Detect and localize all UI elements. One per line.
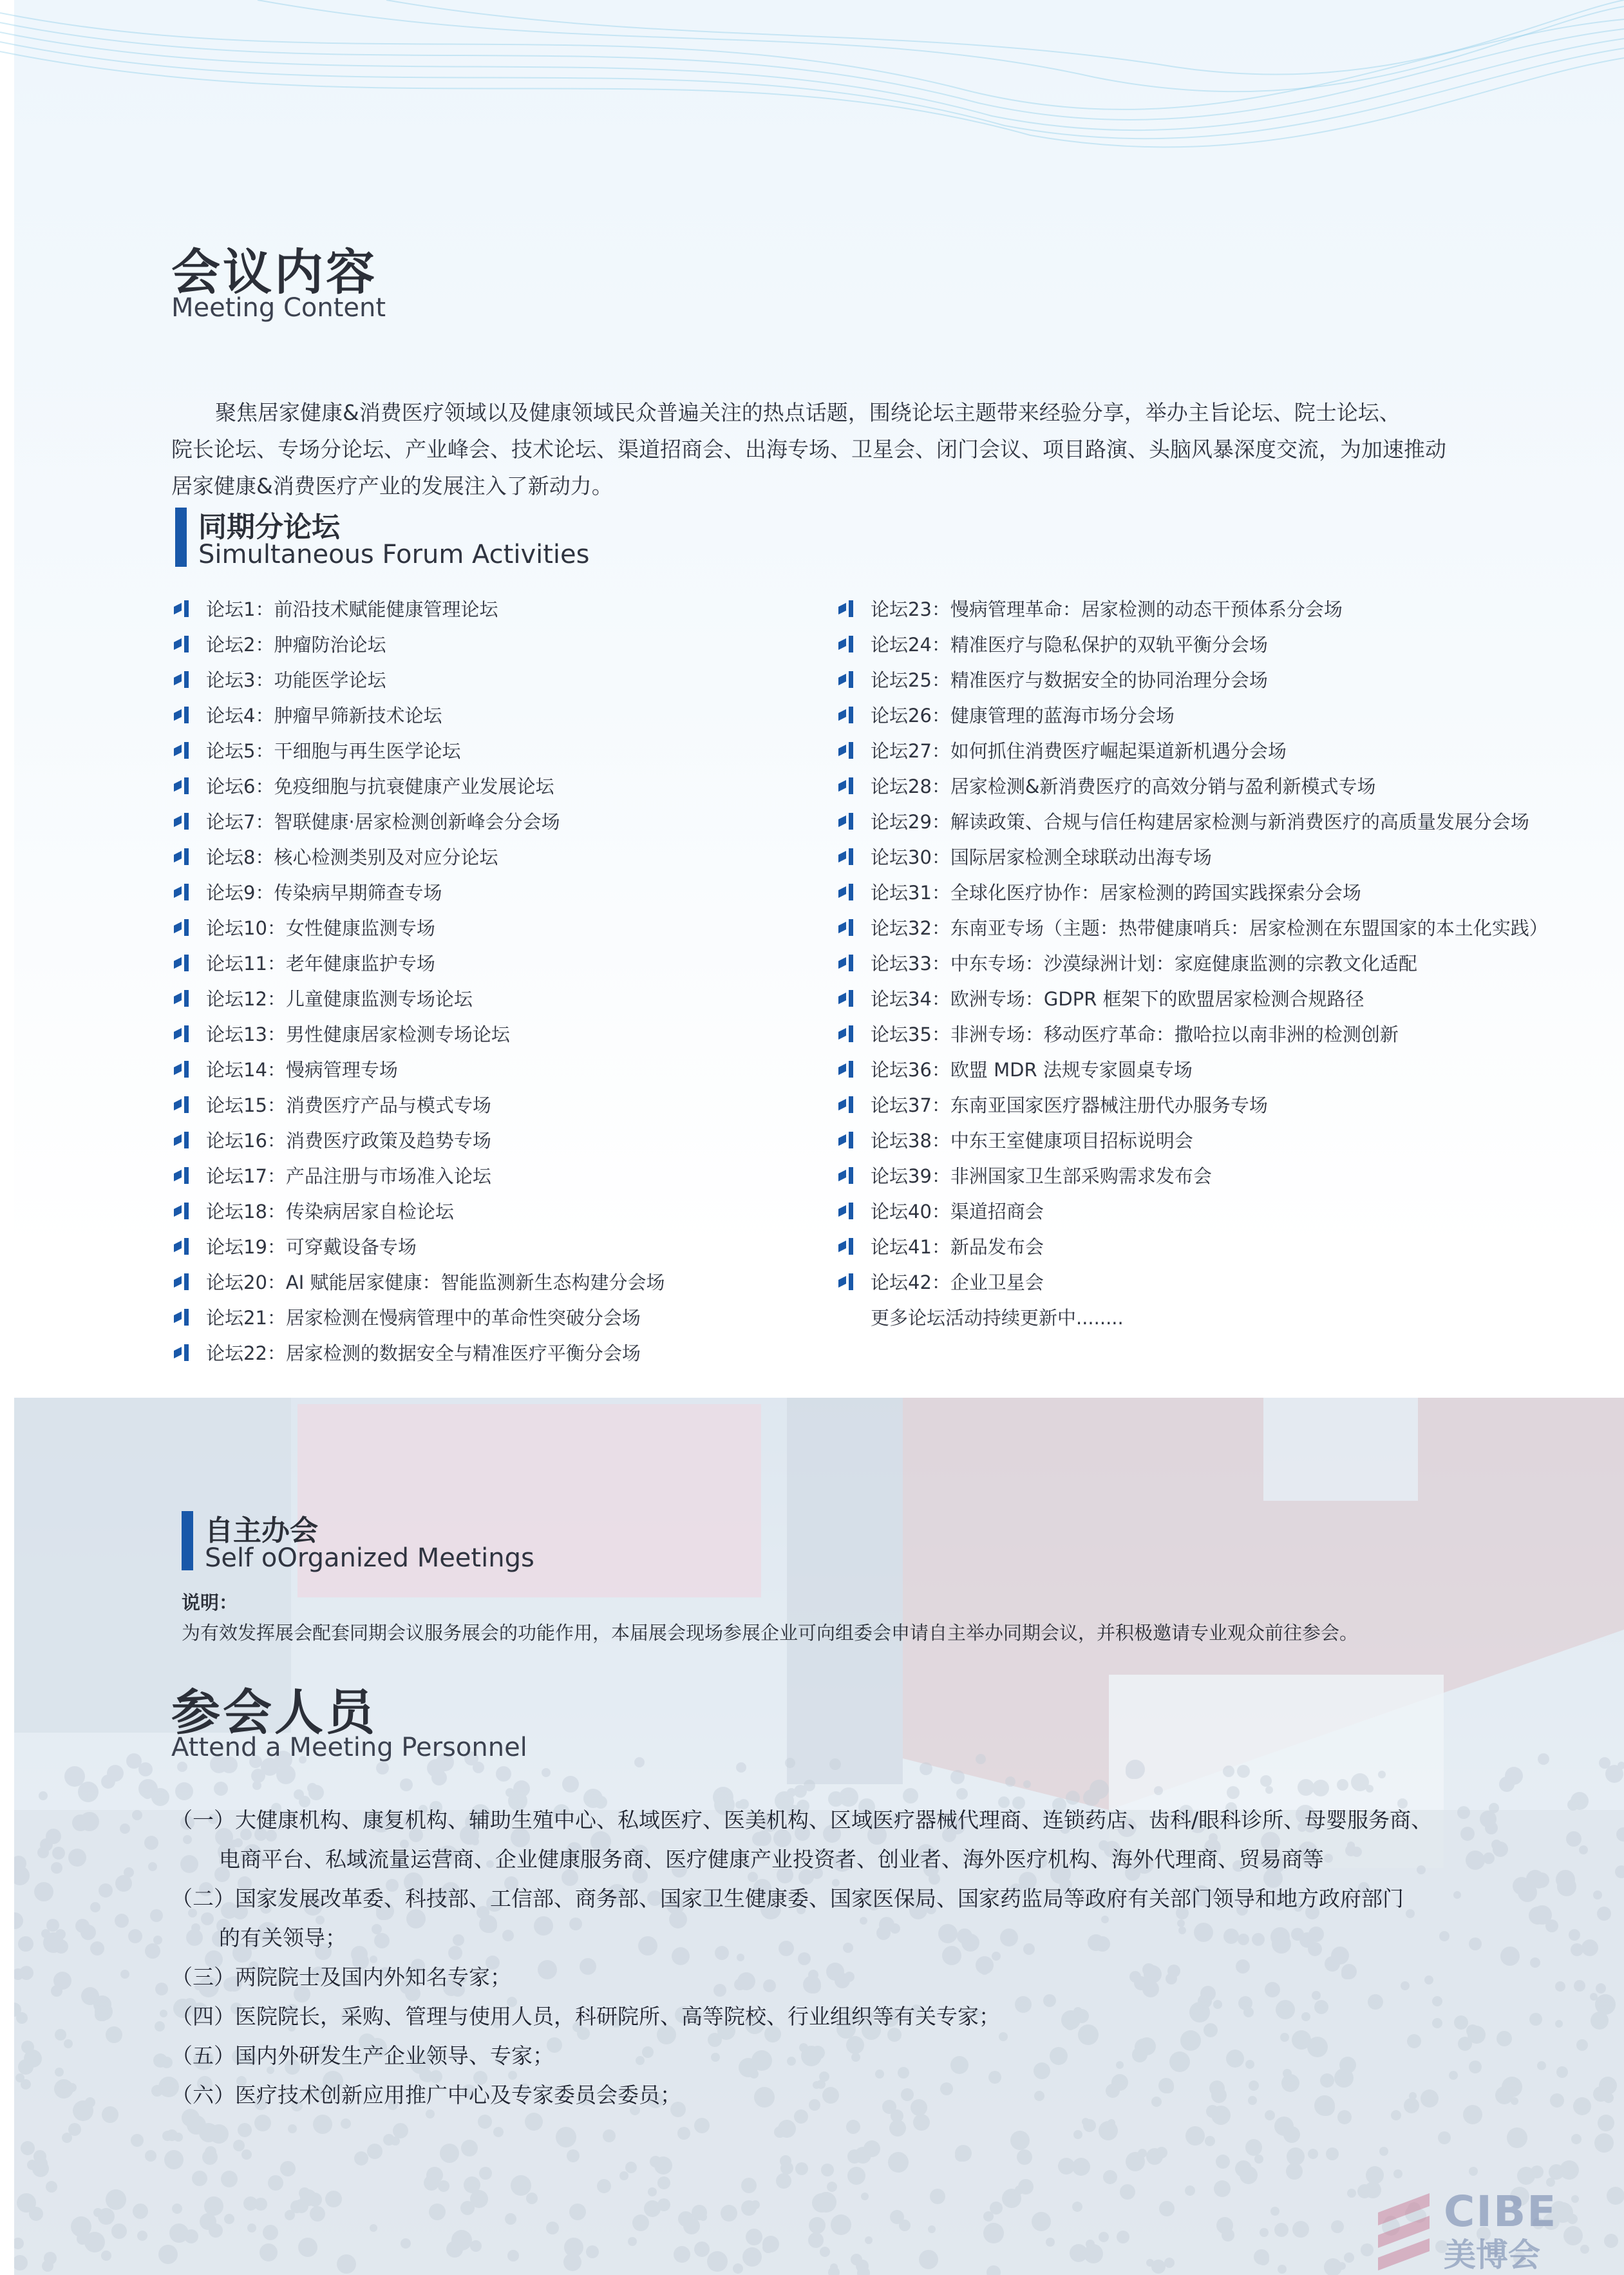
flag-bullet-icon [837,848,854,865]
forum-item [837,803,1548,839]
forum-item-label: 论坛12：儿童健康监测专场论坛 [206,988,473,1010]
flag-bullet-icon [837,884,854,900]
flag-bullet-icon [173,884,189,900]
attendees-title: 参会人员 [171,1684,377,1741]
forum-item-label: 论坛6：免疫细胞与抗衰健康产业发展论坛 [206,776,554,797]
flag-bullet-icon [837,1132,854,1148]
flag-bullet-icon [173,1309,189,1326]
self-organized-title: 自主办会 [205,1514,318,1547]
flag-bullet-icon [173,1238,189,1255]
flag-bullet-icon [173,742,189,759]
flag-bullet-icon [837,742,854,759]
note-text: 为有效发挥展会配套同期会议服务展会的功能作用，本届展会现场参展企业可向组委会申请自主举办同期会议，并积极邀请专业观众前往参会。 [182,1622,1359,1644]
flag-bullet-icon [173,1132,189,1148]
forum-item-label: 论坛20：AI 赋能居家健康：智能监测新生态构建分会场 [206,1271,665,1293]
forum-item [837,662,1548,697]
forum-item [837,1016,1548,1051]
forum-item [173,1157,665,1193]
flag-bullet-icon [837,777,854,794]
forum-item [837,945,1548,980]
forum-item [173,1051,665,1087]
forum-item [837,909,1548,945]
forum-item-label: 论坛34：欧洲专场：GDPR 框架下的欧盟居家检测合规路径 [871,988,1364,1010]
flag-bullet-icon [837,600,854,617]
forum-item-label: 论坛4：肿瘤早筛新技术论坛 [206,705,442,727]
intro-line: 院长论坛、专场分论坛、产业峰会、技术论坛、渠道招商会、出海专场、卫星会、闭门会议、项目路演、头脑风暴深度交流，为加速推动 [171,437,1446,462]
forum-item [173,1193,665,1228]
flag-bullet-icon [837,1238,854,1255]
forum-item-label: 论坛29：解读政策、合规与信任构建居家检测与新消费医疗的高质量发展分会场 [871,811,1529,833]
forum-item-label: 论坛40：渠道招商会 [871,1201,1044,1223]
logo-text-en: CIBE [1444,2187,1558,2236]
self-organized-subtitle: Self oOrganized Meetings [205,1543,534,1573]
forum-item [173,697,665,732]
forum-item [173,732,665,768]
forum-item-label: 论坛10：女性健康监测专场 [206,917,435,939]
forum-item-label: 论坛9：传染病早期筛查专场 [206,882,442,904]
attendees-subtitle: Attend a Meeting Personnel [171,1733,527,1762]
flag-bullet-icon [173,1061,189,1078]
forum-item-label: 论坛25：精准医疗与数据安全的协同治理分会场 [871,669,1268,691]
forum-item-label: 论坛17：产品注册与市场准入论坛 [206,1165,491,1187]
meeting-content-subtitle: Meeting Content [171,293,386,323]
forum-item [173,909,665,945]
flag-bullet-icon [837,1167,854,1184]
flag-bullet-icon [837,1025,854,1042]
flag-bullet-icon [837,990,854,1007]
forum-item [173,768,665,803]
forum-item [837,1228,1548,1264]
forum-item [837,1051,1548,1087]
forum-item-label: 论坛15：消费医疗产品与模式专场 [206,1094,491,1116]
forum-item [173,1335,665,1370]
attendee-line: （四）医院院长，采购、管理与使用人员，科研院所、高等院校、行业组织等有关专家； [171,2004,1000,2029]
flag-bullet-icon [837,671,854,688]
flag-bullet-icon [173,671,189,688]
flag-bullet-icon [173,813,189,830]
forum-item-label: 论坛13：男性健康居家检测专场论坛 [206,1023,510,1045]
forum-item [173,1122,665,1157]
forum-more-note: 更多论坛活动持续更新中........ [871,1307,1124,1329]
flag-bullet-icon [173,955,189,971]
meeting-content-intro [171,394,1453,504]
logo-mark-icon [1372,2187,1436,2270]
attendee-line: 电商平台、私域流量运营商、企业健康服务商、医疗健康产业投资者、创业者、海外医疗机构、海外代理商、贸易商等 [219,1847,1324,1872]
flag-bullet-icon [173,1273,189,1290]
forum-item-label: 论坛2：肿瘤防治论坛 [206,634,386,656]
forum-item-label: 论坛42：企业卫星会 [871,1271,1044,1293]
forum-item [173,874,665,909]
forum-item-label: 论坛8：核心检测类别及对应分论坛 [206,846,498,868]
flag-bullet-icon [173,707,189,723]
forum-item [837,1264,1548,1299]
forum-item [837,732,1548,768]
left-margin-strip [0,0,14,1398]
forum-item-label: 论坛37：东南亚国家医疗器械注册代办服务专场 [871,1094,1268,1116]
forum-item [173,662,665,697]
forum-item [837,1087,1548,1122]
forum-item [173,1228,665,1264]
forum-item [837,1122,1548,1157]
forum-item [837,874,1548,909]
forum-item-label: 论坛26：健康管理的蓝海市场分会场 [871,705,1175,727]
intro-line: 聚焦居家健康&消费医疗领域以及健康领域民众普遍关注的热点话题，围绕论坛主题带来经验分享，举办主旨论坛、院士论坛、 [215,400,1401,425]
flag-bullet-icon [173,777,189,794]
forum-item-label: 论坛14：慢病管理专场 [206,1059,398,1081]
attendee-line: （六）医疗技术创新应用推广中心及专家委员会委员； [171,2082,681,2108]
forum-item-label: 论坛28：居家检测&新消费医疗的高效分销与盈利新模式专场 [871,776,1376,797]
forum-item [837,697,1548,732]
forum-item-label: 论坛36：欧盟 MDR 法规专家圆桌专场 [871,1059,1193,1081]
flag-bullet-icon [173,919,189,936]
forum-item-label: 论坛31：全球化医疗协作：居家检测的跨国实践探索分会场 [871,882,1361,904]
forum-item [173,945,665,980]
forum-item [837,591,1548,626]
forum-item [173,626,665,662]
logo-text-zh: 美博会 [1444,2236,1540,2274]
section-accent-bar [175,508,187,567]
forum-item-label: 论坛39：非洲国家卫生部采购需求发布会 [871,1165,1212,1187]
forum-item-label: 论坛7：智联健康·居家检测创新峰会分会场 [206,811,560,833]
forum-item [173,1016,665,1051]
cibe-logo [1372,2187,1584,2274]
forum-item [173,1299,665,1335]
flag-bullet-icon [837,919,854,936]
decorative-waves [0,0,1624,193]
forum-item [837,980,1548,1016]
forum-item [837,626,1548,662]
forum-item-label: 论坛23：慢病管理革命：居家检测的动态干预体系分会场 [871,598,1343,620]
flag-bullet-icon [837,636,854,652]
forum-item [173,1264,665,1299]
flag-bullet-icon [173,600,189,617]
forum-item [837,1193,1548,1228]
forum-item [837,768,1548,803]
attendees-list [171,1800,1432,2115]
forum-item-label: 论坛30：国际居家检测全球联动出海专场 [871,846,1212,868]
attendee-line: （三）两院院士及国内外知名专家； [171,1965,511,1990]
flag-bullet-icon [173,990,189,1007]
forum-item [173,1087,665,1122]
forum-item-label: 论坛19：可穿戴设备专场 [206,1236,417,1258]
flag-bullet-icon [173,636,189,652]
forum-item-label: 论坛18：传染病居家自检论坛 [206,1201,454,1223]
forum-item-label: 论坛5：干细胞与再生医学论坛 [206,740,461,762]
forum-item-label: 论坛24：精准医疗与隐私保护的双轨平衡分会场 [871,634,1268,656]
flag-bullet-icon [173,1096,189,1113]
flag-bullet-icon [837,1096,854,1113]
flag-bullet-icon [173,1203,189,1219]
flag-bullet-icon [173,1025,189,1042]
intro-line: 居家健康&消费医疗产业的发展注入了新动力。 [171,473,613,499]
forum-item [837,839,1548,874]
forum-list-left [173,591,665,1370]
flag-bullet-icon [837,955,854,971]
forum-item-label: 论坛35：非洲专场：移动医疗革命：撒哈拉以南非洲的检测创新 [871,1023,1399,1045]
flag-bullet-icon [173,1344,189,1361]
forum-item-label: 论坛1：前沿技术赋能健康管理论坛 [206,598,498,620]
intro-paragraph [171,394,1453,504]
forum-item-label: 论坛33：中东专场：沙漠绿洲计划：家庭健康监测的宗教文化适配 [871,953,1417,975]
attendee-line: （五）国内外研发生产企业领导、专家； [171,2043,554,2068]
flag-bullet-icon [837,707,854,723]
section-accent-bar [182,1511,193,1570]
forum-item [837,1157,1548,1193]
forum-item-label: 论坛11：老年健康监护专场 [206,953,435,975]
forum-item-label: 论坛32：东南亚专场（主题：热带健康哨兵：居家检测在东盟国家的本土化实践） [871,917,1548,939]
meeting-content-title: 会议内容 [171,243,377,301]
flag-bullet-icon [173,1167,189,1184]
forum-item-label: 论坛22：居家检测的数据安全与精准医疗平衡分会场 [206,1342,641,1364]
forum-item [173,591,665,626]
forum-item [173,980,665,1016]
forum-item [173,803,665,839]
flag-bullet-icon [173,848,189,865]
forum-item [173,839,665,874]
forum-item-label: 论坛38：中东王室健康项目招标说明会 [871,1130,1193,1152]
forum-item-label: 论坛27：如何抓住消费医疗崛起渠道新机遇分会场 [871,740,1287,762]
attendee-line: （二）国家发展改革委、科技部、工信部、商务部、国家卫生健康委、国家医保局、国家药监局等政府有关部门领导和地方政府部门 [171,1886,1404,1911]
forum-item-label: 论坛16：消费医疗政策及趋势专场 [206,1130,491,1152]
attendee-line: （一）大健康机构、康复机构、辅助生殖中心、私域医疗、医美机构、区域医疗器械代理商、连锁药店、齿科/眼科诊所、母婴服务商、 [171,1807,1433,1832]
flag-bullet-icon [837,813,854,830]
flag-bullet-icon [837,1203,854,1219]
forum-section-subtitle: Simultaneous Forum Activities [198,540,590,569]
forum-item-label: 论坛3：功能医学论坛 [206,669,386,691]
forum-section-title: 同期分论坛 [198,511,340,544]
flag-bullet-icon [837,1273,854,1290]
forum-item-label: 论坛21：居家检测在慢病管理中的革命性突破分会场 [206,1307,641,1329]
forum-item-label: 论坛41：新品发布会 [871,1236,1044,1258]
flag-bullet-icon [837,1061,854,1078]
attendee-line: 的有关领导； [219,1925,346,1950]
forum-list-right [837,591,1548,1335]
note-label: 说明： [182,1592,238,1613]
